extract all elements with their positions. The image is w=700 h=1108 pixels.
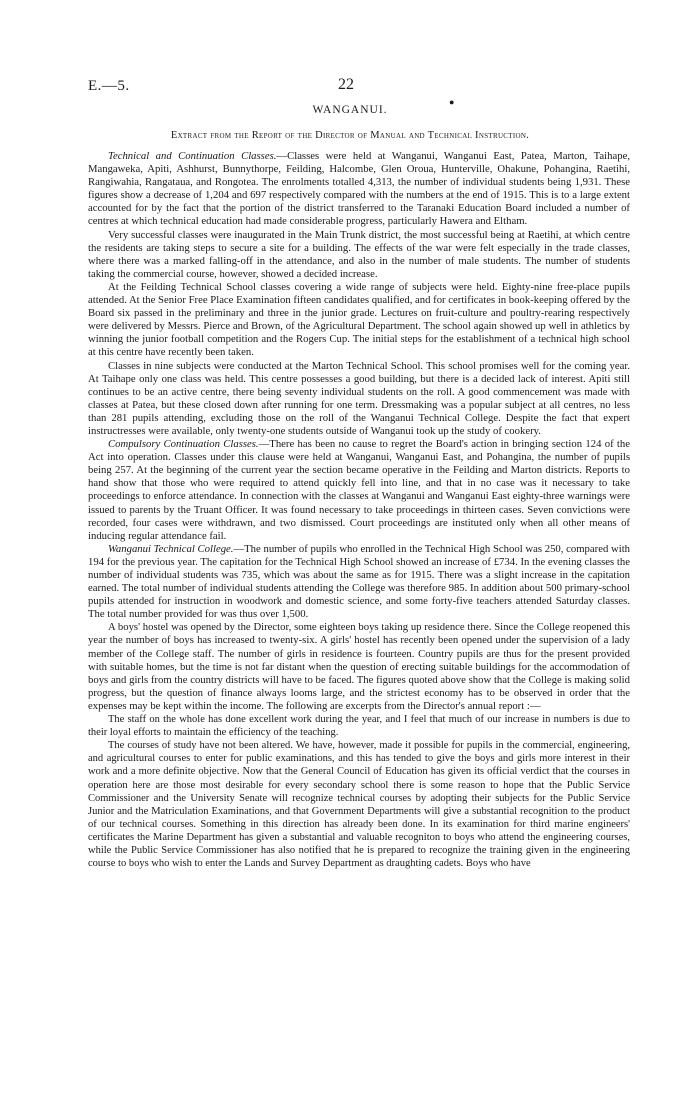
excerpt-paragraph	[88, 739, 630, 870]
page-number: 22	[338, 76, 354, 93]
paragraph-text: Very successful classes were inaugurated in the Main Trunk district, the most successful being at Raetihi, at which centre the residents are taking steps to secure a site for a building. The effects of the war were felt especially in the trade classes, where there was a marked falling-off in the attendance, and also in the number of male students. The number of students taking the commercial course, however, showed a decided increase.	[88, 228, 630, 280]
excerpt-text: The courses of study have not been altered. We have, however, made it possible for pupils in the commercial, engineering, and agricultural courses to enter for public examinations, and this has tended to give the boys and girls more interest in their work and a more definite objective. Now that the General Council of Education has given its official verdict that the courses in operation here are those most desirable for every secondary school there is some reason to hope that the Public Service Commissioner and the University Senate will recognize technical courses by adopting their subjects for the Public Service Junior and the Matriculation Examinations, and that Government Departments will give a substantial recognition to the product of our technical courses. Something in this direction has already been done. In its examination for third marine engineers' certificates the Marine Department has given a substantial and valuable recogniton to boys who attend the engineering courses, while the Public Service Commissioner has also notified that he is prepared to recognize the training given in the engineering course to boys who wish to enter the Lands and Survey Department as draughting cadets. Boys who have	[88, 740, 630, 870]
paragraph-text: —There has been no cause to regret the Board's action in bringing section 124 of the Act into operation. Classes under this clause were held at Wanganui, Wanganui East, and Pohangina, the number of pupils being 257. At the beginning of the current year the section became operative in the Feilding and Marton districts. Reports to hand show that those who were required to attend quickly fell into line, and that in no case was it necessary to take proceedings to enforce attendance. In connection with the classes at Wanganui and Wanganui East eighty-three warnings were issued to parents by the Truant Officer. It was found necessary to take proceedings in thirteen cases. Seven convictions were recorded, four cases were withdrawn, and two dismissed. Court proceedings are instituted only when all other means of inducing regular attendance fail.	[88, 438, 630, 542]
paragraph-text: —Classes were held at Wanganui, Wanganui East, Patea, Marton, Taihape, Mangaweka, Apiti, Ashhurst, Bunnythorpe, Feilding, Halcombe, Glen Oroua, Hunterville, Ohakune, Pohangina, Raetihi, Rangiwahia, Rangataua, and Rongotea. The enrolments totalled 4,313, the number of individual students being 1,931. These figures show a decrease of 1,204 and 697 respectively compared with the numbers at the end of 1915. This is to a large extent accounted for by the fact that the portion of the district transferred to the Taranaki Education Board included a number of centres at which technical education had made considerable progress, particularly Hawera and Eltham.	[88, 150, 630, 228]
excerpt-text: The staff on the whole has done excellent work during the year, and I feel that much of our increase in numbers is due to their loyal efforts to maintain the efficiency of the teaching.	[88, 714, 630, 739]
paragraph-text: At the Feilding Technical School classes covering a wide range of subjects were held. Eighty-nine free-place pupils attended. At the Senior Free Place Examination fifteen candidates qualified, and for certificates in book-keeping offered by the Board six passed in the preliminary and three in the junior grade. Lectures on fruit-culture and poultry-rearing respectively were delivered by Messrs. Pierce and Brown, of the Agricultural Department. The school again showed up well in athletics by winning the junior football competition and the Rogers Cup. The initial steps for the establishment of a technical high school at this centre have recently been taken.	[88, 280, 630, 359]
bullet-mark: ●	[449, 97, 455, 107]
paragraph	[88, 360, 630, 439]
extract-heading: Extract from the Report of the Director of Manual and Technical Instruction.	[170, 130, 530, 141]
paragraph-text: Classes in nine subjects were conducted at the Marton Technical School. This school promises well for the coming year. At Taihape only one class was held. This centre possesses a good building, but there is a decided lack of interest. Apiti still continues to be an active centre, there being seventy individual students on the roll. A good commencement was made with classes at Patea, but these closed down after running for one term. Dressmaking was a popular subject at all centres, no less than 281 pupils attending, excluding those on the roll of the Wanganui Technical College. Despite the fact that expert instructresses were available, only twenty-one students outside of Wanganui took up the study of cookery.	[88, 359, 630, 437]
paragraph	[88, 621, 630, 713]
excerpt-paragraph	[88, 713, 630, 739]
paragraph	[88, 438, 630, 543]
paragraph	[88, 150, 630, 229]
paragraph	[88, 281, 630, 360]
paragraph-lead: Wanganui Technical College.	[108, 542, 234, 555]
paragraph	[88, 543, 630, 622]
paragraph-text: —The number of pupils who enrolled in the Technical High School was 250, compared with 194 for the previous year. The capitation for the Technical High School showed an increase of £734. In the evening classes the number of individual students was 735, which was about the same as for 1915. There was a slight increase in the capitation earned. The total number of individual students attending the College was therefore 985. In addition about 500 primary-school pupils attended for instruction in woodwork and domestic science, and some forty-five teachers attended Saturday classes. The total number provided for was thus over 1,500.	[88, 542, 631, 621]
paragraph-text: A boys' hostel was opened by the Director, some eighteen boys taking up residence there. Since the College reopened this year the number of boys has increased to twenty-six. A girls' hostel has recently been opened under the supervision of a lady member of the College staff. The number of girls in residence is fourteen. Country pupils are thus for the present provided with suitable homes, but the time is not far distant when the question of erecting suitable buildings for the accommodation of boys and girls from the country districts will have to be faced. The figures quoted above show that the College is making solid progress, but the question of finance always looms large, and the strictest economy has to be observed in order that the expenses may be kept within the income. The following are excerpts from the Director's annual report :—	[88, 621, 630, 712]
paragraph-lead: Technical and Continuation Classes.	[108, 150, 277, 162]
paragraph-lead: Compulsory Continuation Classes.	[108, 438, 259, 451]
section-title: WANGANUI.	[312, 104, 388, 116]
paragraph	[88, 229, 630, 281]
report-reference: E.—5.	[88, 78, 130, 94]
report-body	[88, 150, 630, 870]
